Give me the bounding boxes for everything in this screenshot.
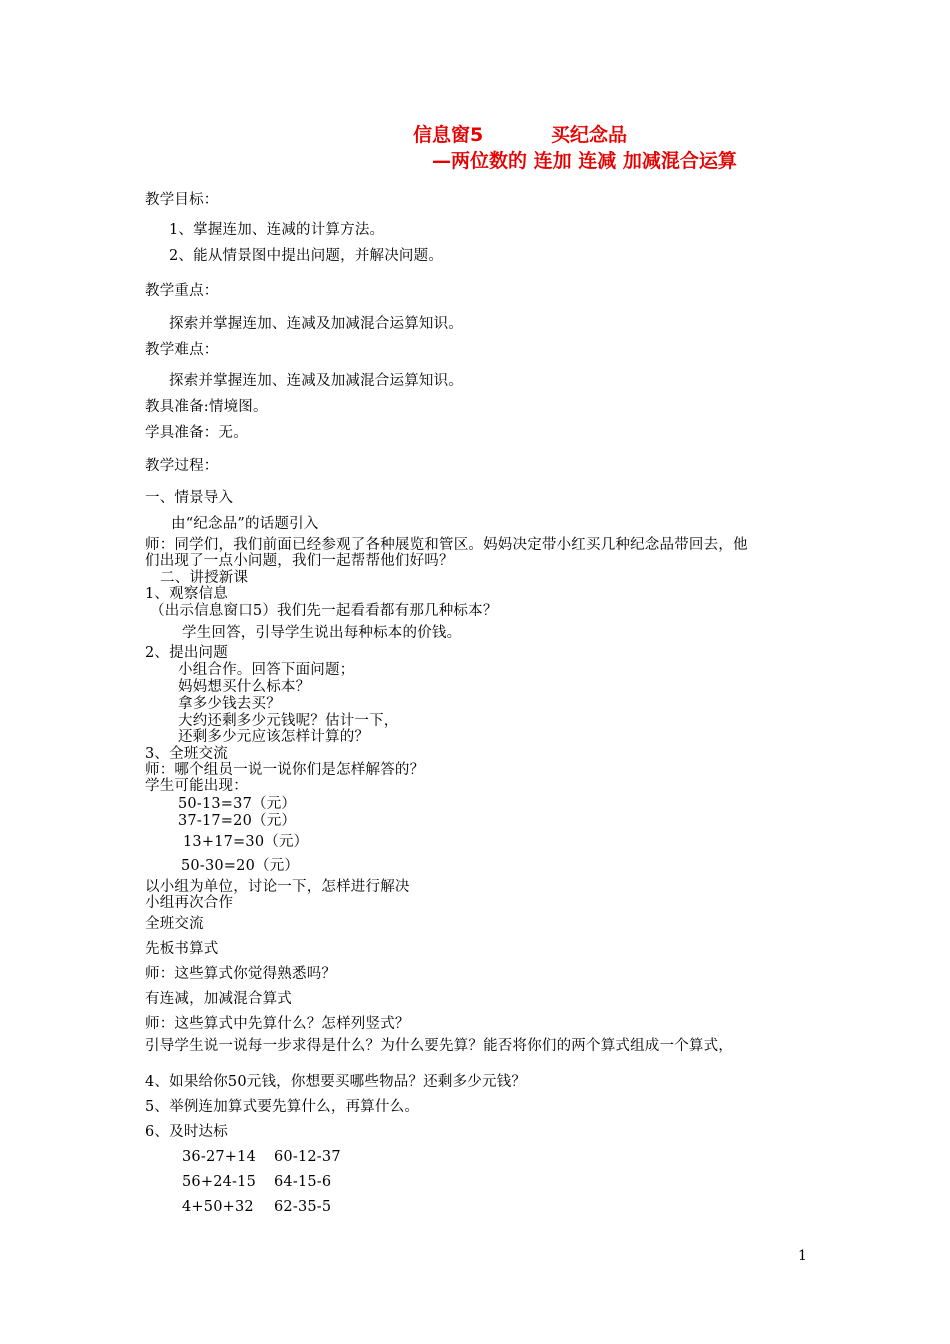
difficulties-heading: 教学难点： — [145, 342, 219, 358]
exercise-r3-c1: 4+50+32 — [182, 1199, 254, 1215]
step-1-b: 学生回答，引导学生说出每种标本的价钱。 — [182, 625, 462, 641]
step-6: 6、及时达标 — [145, 1124, 228, 1140]
equation-4: 50-30=20（元） — [181, 858, 300, 874]
teacher-materials: 教具准备:情境图。 — [145, 399, 268, 415]
equation-1: 50-13=37（元） — [178, 796, 297, 812]
step-1-a: （出示信息窗口5）我们先一起看看都有那几种标本？ — [150, 603, 498, 619]
step-2-c: 拿多少钱去买？ — [178, 696, 281, 712]
paragraph-8: 引导学生说一说每一步求得是什么？为什么要先算？能否将你们的两个算式组成一个算式， — [145, 1038, 733, 1054]
student-materials: 学具准备：无。 — [145, 425, 248, 441]
objective-item-2: 2、能从情景图中提出问题，并解决问题。 — [169, 248, 444, 264]
step-2-b: 妈妈想买什么标本？ — [178, 679, 311, 695]
equation-2: 37-17=20（元） — [178, 813, 297, 829]
step-5: 5、举例连加算式要先算什么，再算什么。 — [145, 1099, 420, 1115]
step-3-b: 学生可能出现： — [145, 778, 248, 794]
step-2-title: 2、提出问题 — [145, 645, 228, 661]
key-points-heading: 教学重点： — [145, 283, 219, 299]
paragraph-1: 以小组为单位，讨论一下，怎样进行解决 — [145, 879, 410, 895]
title-line1-a: 信息窗5 — [413, 124, 484, 146]
title-line2: —两位数的 连加 连减 加减混合运算 — [432, 150, 737, 172]
exercise-r3-c2: 62-35-5 — [274, 1199, 332, 1215]
paragraph-7: 师：这些算式中先算什么？怎样列竖式？ — [145, 1016, 410, 1032]
intro-text: 由“纪念品”的话题引入 — [171, 516, 319, 532]
objective-item-1: 1、掌握连加、连减的计算方法。 — [169, 222, 385, 238]
teacher-line-2: 们出现了一点小问题，我们一起帮帮他们好吗？ — [145, 553, 454, 569]
paragraph-5: 师：这些算式你觉得熟悉吗？ — [145, 966, 337, 982]
page-number: 1 — [798, 1248, 807, 1264]
difficulties-text: 探索并掌握连加、连减及加减混合运算知识。 — [169, 373, 463, 389]
step-2-d: 大约还剩多少元钱呢？估计一下， — [178, 713, 399, 729]
exercise-r1-c2: 60-12-37 — [274, 1149, 341, 1165]
teacher-line-1: 师：同学们，我们前面已经参观了各种展览和管区。妈妈决定带小红买几种纪念品带回去，他 — [145, 537, 748, 553]
section-2-title: 二、讲授新课 — [160, 570, 249, 586]
exercise-r2-c2: 64-15-6 — [274, 1174, 332, 1190]
objectives-heading: 教学目标： — [145, 192, 219, 208]
exercise-r2-c1: 56+24-15 — [182, 1174, 257, 1190]
paragraph-6: 有连减，加减混合算式 — [145, 991, 292, 1007]
step-4: 4、如果给你50元钱，你想要买哪些物品？还剩多少元钱？ — [145, 1074, 527, 1090]
title-line1-b: 买纪念品 — [551, 124, 628, 146]
section-1-title: 一、情景导入 — [145, 490, 234, 506]
step-3-a: 师：哪个组员一说一说你们是怎样解答的？ — [145, 762, 425, 778]
step-1-title: 1、观察信息 — [145, 586, 228, 602]
step-3-title: 3、全班交流 — [145, 746, 228, 762]
step-2-e: 还剩多少元应该怎样计算的？ — [178, 729, 370, 745]
key-points-text: 探索并掌握连加、连减及加减混合运算知识。 — [169, 316, 463, 332]
equation-3: 13+17=30（元） — [183, 834, 309, 850]
paragraph-4: 先板书算式 — [145, 941, 219, 957]
paragraph-2: 小组再次合作 — [145, 895, 234, 911]
exercise-r1-c1: 36-27+14 — [182, 1149, 257, 1165]
process-heading: 教学过程： — [145, 458, 219, 474]
paragraph-3: 全班交流 — [145, 916, 204, 932]
step-2-a: 小组合作。回答下面问题； — [178, 662, 355, 678]
